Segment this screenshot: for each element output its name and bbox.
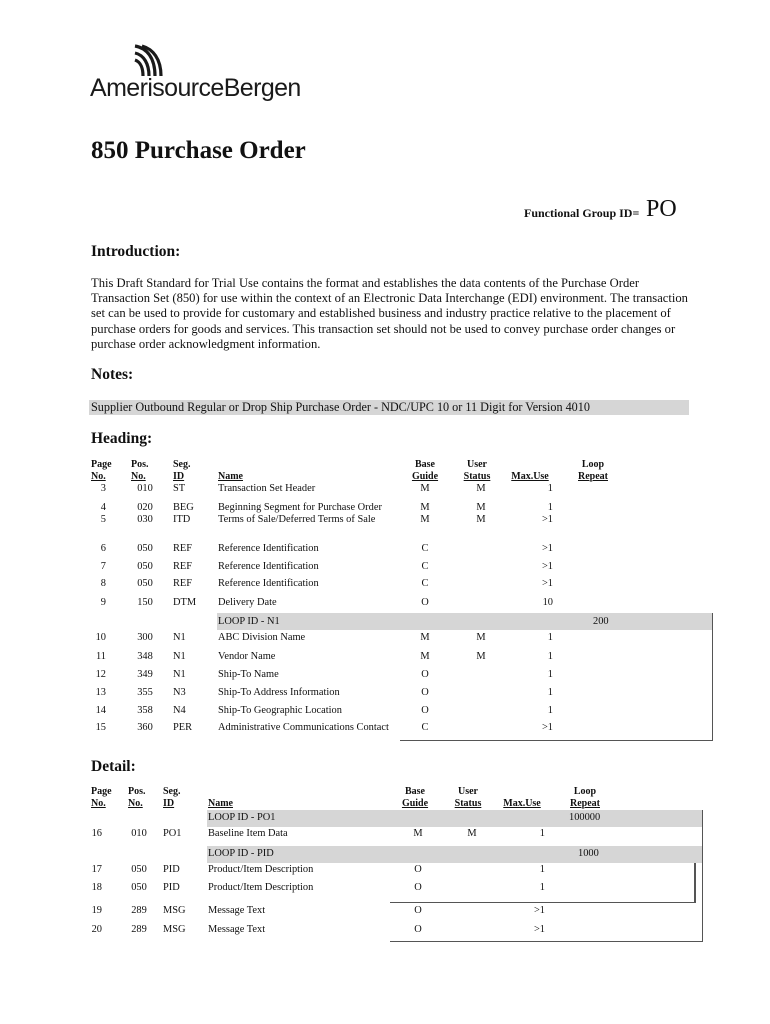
seg-id-cell: N4 [173, 705, 186, 716]
base-guide-cell: M [420, 502, 430, 513]
loop-bracket-po1-bottom [390, 941, 703, 942]
page-no-cell: 6 [100, 543, 106, 554]
page-no-cell: 4 [100, 502, 106, 513]
max-use-cell: >1 [533, 905, 545, 916]
base-guide-cell: O [421, 705, 429, 716]
seg-id-cell: REF [173, 543, 193, 554]
page-no-cell: 12 [95, 669, 106, 680]
max-use-cell: >1 [533, 924, 545, 935]
col-seg-label: Seg. [173, 459, 191, 470]
seg-id-cell: BEG [173, 502, 194, 513]
pos-no-cell: 050 [131, 864, 147, 875]
introduction-text: This Draft Standard for Trial Use contains the format and establishes the data contents of the Purchase Order Transaction Set (850) for use within the context of an Electronic Data Interchange (EDI) environment. The transaction set can be used to provide for customary and established business and industry practice relative to the placement of purchase orders for goods and services. This transaction set should not be used to convey purchase order changes or purchase order acknowledgment information. [91, 276, 688, 351]
page-no-cell: 7 [100, 561, 106, 572]
pos-no-cell: 349 [137, 669, 153, 680]
seg-id-cell: N1 [173, 651, 186, 662]
pos-no-cell: 360 [137, 722, 153, 733]
base-guide-cell: O [414, 882, 422, 893]
max-use-cell: >1 [541, 514, 553, 525]
pos-no-cell: 289 [131, 905, 147, 916]
col-page-no-label: No. [91, 798, 106, 809]
pos-no-cell: 020 [137, 502, 153, 513]
max-use-cell: 1 [539, 828, 545, 839]
col-maxuse-label: Max.Use [511, 471, 549, 482]
name-cell: Ship-To Geographic Location [218, 705, 342, 716]
base-guide-cell: O [421, 669, 429, 680]
page-no-cell: 13 [95, 687, 106, 698]
pos-no-cell: 050 [137, 543, 153, 554]
loop-repeat-pid: 1000 [578, 848, 599, 859]
col-page-no-label: No. [91, 471, 106, 482]
loop-bracket-n1-bottom [400, 740, 713, 741]
seg-id-cell: N1 [173, 632, 186, 643]
pos-no-cell: 050 [137, 578, 153, 589]
pos-no-cell: 010 [137, 483, 153, 494]
col-pos-no-label: No. [131, 471, 146, 482]
base-guide-cell: C [421, 578, 429, 589]
col-base-label: Base [415, 459, 435, 470]
max-use-cell: >1 [541, 722, 553, 733]
name-cell: Beginning Segment for Purchase Order [218, 502, 382, 513]
base-guide-cell: O [414, 864, 422, 875]
seg-id-cell: ST [173, 483, 186, 494]
page-no-cell: 3 [100, 483, 106, 494]
loop-label-po1: LOOP ID - PO1 [208, 812, 276, 823]
name-cell: ABC Division Name [218, 632, 306, 643]
page-no-cell: 18 [91, 882, 102, 893]
name-cell: Product/Item Description [208, 864, 314, 875]
functional-group-label: Functional Group ID= [524, 206, 640, 220]
pos-no-cell: 358 [137, 705, 153, 716]
page-no-cell: 9 [100, 597, 106, 608]
name-cell: Terms of Sale/Deferred Terms of Sale [218, 514, 376, 525]
col-loop-label: Loop [573, 786, 597, 797]
loop-bracket-po1-right [702, 810, 703, 942]
base-guide-cell: C [421, 561, 429, 572]
functional-group-value: PO [646, 196, 677, 222]
page-no-cell: 10 [95, 632, 106, 643]
col-seg-id-label: ID [173, 471, 185, 482]
notes-text: Supplier Outbound Regular or Drop Ship Purchase Order - NDC/UPC 10 or 11 Digit for Version 4010 [91, 400, 590, 414]
base-guide-cell: C [421, 543, 429, 554]
max-use-cell: 1 [547, 651, 553, 662]
col-status-label: Status [454, 798, 482, 809]
max-use-cell: 1 [547, 632, 553, 643]
loop-bar-pid [207, 846, 703, 863]
name-cell: Message Text [208, 924, 266, 935]
page-no-cell: 17 [91, 864, 102, 875]
col-repeat-label: Repeat [578, 471, 608, 482]
seg-id-cell: MSG [163, 924, 186, 935]
max-use-cell: 1 [547, 705, 553, 716]
pos-no-cell: 300 [137, 632, 153, 643]
base-guide-cell: M [420, 483, 430, 494]
name-cell: Baseline Item Data [208, 828, 288, 839]
page-no-cell: 19 [91, 905, 102, 916]
base-guide-cell: M [420, 632, 430, 643]
pos-no-cell: 010 [131, 828, 147, 839]
col-page-label: Page [91, 459, 112, 470]
max-use-cell: 1 [547, 483, 553, 494]
seg-id-cell: N1 [173, 669, 186, 680]
col-loop-label: Loop [581, 459, 605, 470]
name-cell: Ship-To Address Information [218, 687, 340, 698]
seg-id-cell: PER [173, 722, 193, 733]
pos-no-cell: 289 [131, 924, 147, 935]
seg-id-cell: N3 [173, 687, 186, 698]
page-title: 850 Purchase Order [91, 137, 306, 164]
brand-logo-icon [133, 44, 165, 78]
notes-heading: Notes: [91, 366, 134, 383]
base-guide-cell: C [421, 722, 429, 733]
max-use-cell: >1 [541, 578, 553, 589]
max-use-cell: 1 [547, 502, 553, 513]
base-guide-cell: M [420, 514, 430, 525]
pos-no-cell: 348 [137, 651, 153, 662]
name-cell: Reference Identification [218, 543, 319, 554]
loop-bar-po1 [207, 810, 703, 827]
heading-section-title: Heading: [91, 430, 153, 447]
user-status-cell: M [476, 483, 486, 494]
base-guide-cell: M [420, 651, 430, 662]
name-cell: Transaction Set Header [218, 483, 316, 494]
seg-id-cell: PO1 [163, 828, 182, 839]
loop-bar-n1 [217, 613, 713, 630]
pos-no-cell: 150 [137, 597, 153, 608]
max-use-cell: 1 [547, 687, 553, 698]
col-name-label: Name [218, 471, 243, 482]
user-status-cell: M [476, 502, 486, 513]
max-use-cell: >1 [541, 543, 553, 554]
name-cell: Reference Identification [218, 578, 319, 589]
col-guide-label: Guide [401, 798, 429, 809]
base-guide-cell: O [421, 687, 429, 698]
page-no-cell: 8 [100, 578, 106, 589]
base-guide-cell: O [421, 597, 429, 608]
loop-bracket-n1-right [712, 613, 713, 741]
base-guide-cell: O [414, 905, 422, 916]
col-maxuse-label: Max.Use [503, 798, 541, 809]
page-no-cell: 15 [95, 722, 106, 733]
loop-repeat-po1: 100000 [569, 812, 601, 823]
col-seg-label: Seg. [163, 786, 181, 797]
col-pos-label: Pos. [131, 459, 149, 470]
col-guide-label: Guide [411, 471, 439, 482]
col-page-label: Page [91, 786, 112, 797]
pos-no-cell: 050 [131, 882, 147, 893]
name-cell: Delivery Date [218, 597, 277, 608]
page-no-cell: 14 [95, 705, 106, 716]
loop-label-n1: LOOP ID - N1 [218, 616, 280, 627]
page-no-cell: 11 [95, 651, 106, 662]
name-cell: Product/Item Description [208, 882, 314, 893]
loop-bracket-pid-bottom [390, 902, 696, 903]
seg-id-cell: PID [163, 864, 180, 875]
pos-no-cell: 030 [137, 514, 153, 525]
page-no-cell: 16 [91, 828, 102, 839]
col-base-label: Base [405, 786, 425, 797]
user-status-cell: M [476, 651, 486, 662]
name-cell: Message Text [208, 905, 266, 916]
user-status-cell: M [476, 632, 486, 643]
col-seg-id-label: ID [163, 798, 175, 809]
seg-id-cell: ITD [173, 514, 191, 525]
user-status-cell: M [476, 514, 486, 525]
seg-id-cell: MSG [163, 905, 186, 916]
loop-bracket-pid-right [694, 863, 696, 903]
pos-no-cell: 355 [137, 687, 153, 698]
max-use-cell: 10 [542, 597, 553, 608]
detail-section-title: Detail: [91, 758, 136, 775]
col-user-label: User [458, 786, 478, 797]
introduction-heading: Introduction: [91, 243, 181, 260]
col-status-label: Status [463, 471, 491, 482]
loop-repeat-n1: 200 [593, 616, 609, 627]
max-use-cell: 1 [539, 864, 545, 875]
col-pos-no-label: No. [128, 798, 143, 809]
max-use-cell: 1 [539, 882, 545, 893]
col-pos-label: Pos. [128, 786, 146, 797]
col-name-label: Name [208, 798, 233, 809]
name-cell: Administrative Communications Contact [218, 722, 389, 733]
brand-name: AmerisourceBergen [90, 74, 301, 102]
loop-label-pid: LOOP ID - PID [208, 848, 274, 859]
user-status-cell: M [467, 828, 477, 839]
seg-id-cell: PID [163, 882, 180, 893]
seg-id-cell: REF [173, 578, 193, 589]
base-guide-cell: O [414, 924, 422, 935]
seg-id-cell: REF [173, 561, 193, 572]
pos-no-cell: 050 [137, 561, 153, 572]
name-cell: Ship-To Name [218, 669, 279, 680]
name-cell: Vendor Name [218, 651, 276, 662]
seg-id-cell: DTM [173, 597, 197, 608]
base-guide-cell: M [413, 828, 423, 839]
col-repeat-label: Repeat [570, 798, 600, 809]
name-cell: Reference Identification [218, 561, 319, 572]
page-no-cell: 5 [100, 514, 106, 525]
max-use-cell: 1 [547, 669, 553, 680]
page-no-cell: 20 [91, 924, 102, 935]
max-use-cell: >1 [541, 561, 553, 572]
col-user-label: User [467, 459, 487, 470]
